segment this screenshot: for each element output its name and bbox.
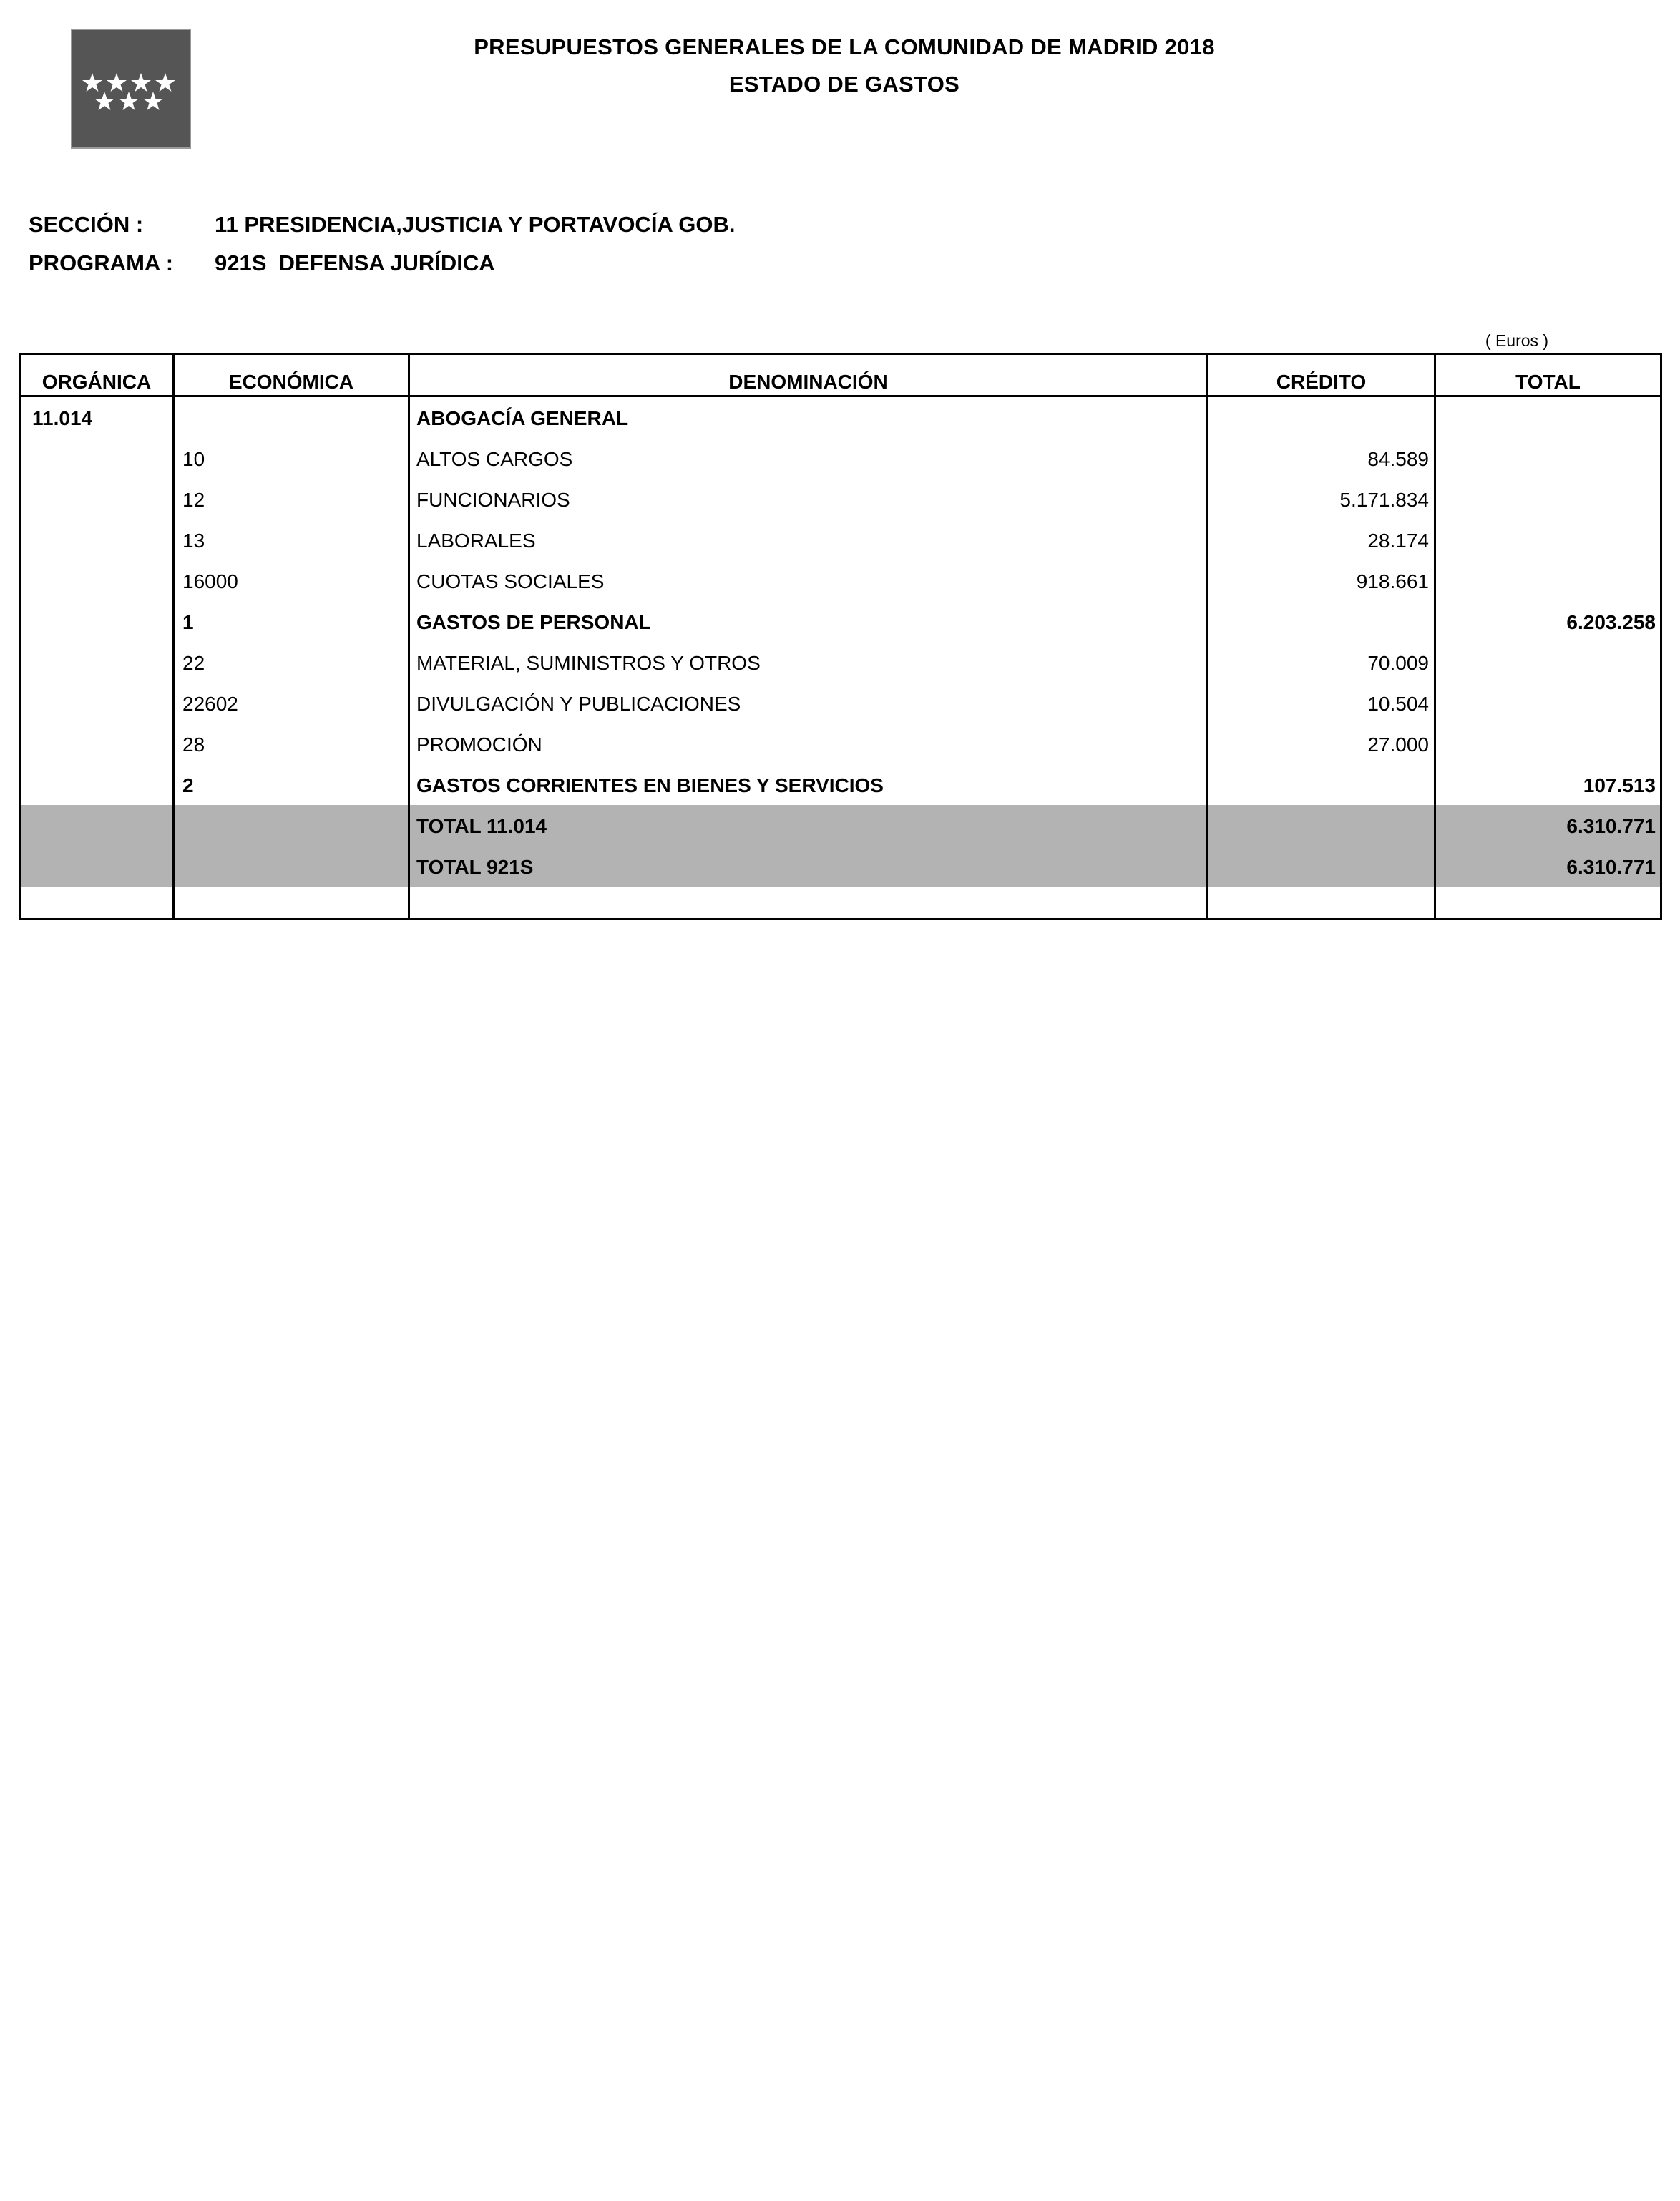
cell-denominacion: CUOTAS SOCIALES [416, 570, 605, 592]
table-row [21, 438, 1660, 479]
header-credito: CRÉDITO [1276, 371, 1367, 393]
cell-economica: 13 [182, 529, 205, 552]
cell-credito: 70.009 [1367, 652, 1429, 674]
cell-economica: 22602 [182, 693, 238, 715]
star-icon [143, 92, 163, 110]
cell-denominacion: MATERIAL, SUMINISTROS Y OTROS [416, 652, 761, 674]
table-row [21, 723, 1660, 764]
seccion-label: SECCIÓN : [29, 212, 144, 237]
cell-economica: 12 [182, 489, 205, 511]
column-divider [1434, 355, 1436, 918]
units-label: ( Euros ) [1485, 331, 1549, 350]
budget-table [19, 353, 1662, 920]
star-icon [107, 73, 127, 92]
cell-credito: 27.000 [1367, 733, 1429, 756]
cell-total: 6.310.771 [1566, 815, 1656, 837]
cell-denominacion: FUNCIONARIOS [416, 489, 570, 511]
cell-denominacion: PROMOCIÓN [416, 733, 542, 756]
header-total: TOTAL [1515, 371, 1581, 393]
table-row [21, 683, 1660, 723]
cell-credito: 918.661 [1356, 570, 1429, 592]
cell-credito: 84.589 [1367, 448, 1429, 470]
column-divider [172, 355, 175, 918]
header-economica: ECONÓMICA [228, 371, 354, 393]
cell-denominacion: DIVULGACIÓN Y PUBLICACIONES [416, 693, 741, 715]
cell-denominacion: LABORALES [416, 529, 536, 552]
cell-total: 6.203.258 [1566, 611, 1656, 633]
star-icon [82, 73, 102, 92]
cell-economica: 22 [182, 652, 205, 674]
table-row [21, 846, 1660, 887]
table-row [21, 601, 1660, 642]
programa-value: 921S DEFENSA JURÍDICA [215, 250, 495, 275]
table-row [21, 479, 1660, 519]
cell-credito: 10.504 [1367, 693, 1429, 715]
cell-credito: 28.174 [1367, 529, 1429, 552]
cell-organica: 11.014 [32, 407, 93, 429]
cell-denominacion: ABOGACÍA GENERAL [416, 407, 629, 429]
cell-denominacion: GASTOS DE PERSONAL [416, 611, 651, 633]
cell-economica: 10 [182, 448, 205, 470]
star-icon [155, 73, 175, 92]
comunidad-madrid-logo [71, 29, 191, 149]
cell-total: 6.310.771 [1566, 856, 1656, 878]
cell-denominacion: TOTAL 921S [416, 856, 534, 878]
header-divider [21, 395, 1660, 397]
table-row [21, 397, 1660, 438]
star-icon [131, 73, 151, 92]
column-divider [408, 355, 410, 918]
table-row [21, 519, 1660, 560]
column-divider [1206, 355, 1208, 918]
cell-denominacion: GASTOS CORRIENTES EN BIENES Y SERVICIOS [416, 774, 884, 796]
cell-total: 107.513 [1583, 774, 1656, 796]
cell-economica: 16000 [182, 570, 238, 592]
table-row [21, 764, 1660, 805]
table-row [21, 560, 1660, 601]
programa-label: PROGRAMA : [29, 250, 174, 275]
star-icon [94, 92, 114, 110]
document-subtitle: ESTADO DE GASTOS [728, 72, 960, 97]
table-row [21, 642, 1660, 683]
cell-denominacion: ALTOS CARGOS [416, 448, 573, 470]
document-title: PRESUPUESTOS GENERALES DE LA COMUNIDAD DE MADRID 2018 [474, 34, 1215, 59]
header-denominacion: DENOMINACIÓN [728, 371, 888, 393]
programa-line [29, 250, 495, 276]
cell-economica: 2 [182, 774, 194, 796]
cell-denominacion: TOTAL 11.014 [416, 815, 547, 837]
seccion-value: 11 PRESIDENCIA,JUSTICIA Y PORTAVOCÍA GOB. [215, 212, 736, 237]
seccion-line [29, 212, 736, 238]
cell-economica: 28 [182, 733, 205, 756]
header-organica: ORGÁNICA [41, 371, 152, 393]
cell-economica: 1 [182, 611, 194, 633]
star-icon [119, 92, 139, 110]
cell-credito: 5.171.834 [1339, 489, 1429, 511]
stars-emblem-icon [72, 30, 190, 147]
table-row [21, 805, 1660, 846]
